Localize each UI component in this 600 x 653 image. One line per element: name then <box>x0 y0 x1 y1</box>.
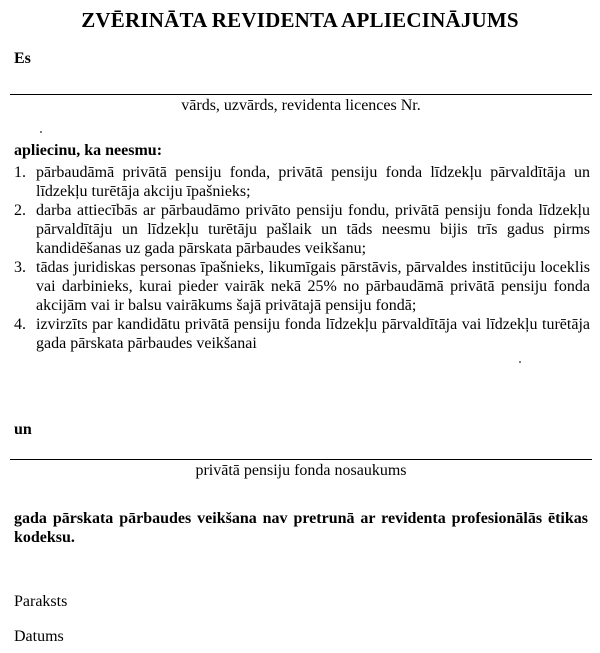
list-item-number: 2. <box>14 202 26 219</box>
scan-speck <box>519 361 521 363</box>
list-item-text: pārbaudāmā privātā pensiju fonda, privātā pensiju fonda līdzekļu pārvaldītāja un līdzekļu turētāja akciju īpašnieks; <box>36 164 590 200</box>
list-item-text: tādas juridiskas personas īpašnieks, likumīgais pārstāvis, pārvaldes institūciju loceklis vai darbinieks, kurai pieder vairāk nekā 25% no pārbaudāmā privātā pensiju fonda akcijām vai ir balsu vairākums šajā privātajā pensiju fondā; <box>36 259 590 314</box>
fund-name-line <box>10 459 592 460</box>
auditor-name-line <box>10 94 592 95</box>
list-item <box>14 163 590 201</box>
list-item <box>14 315 590 353</box>
list-item-text: darba attiecībās ar pārbaudāmo privāto pensiju fondu, privātā pensiju fonda līdzekļu pārvaldītāju un līdzekļu turētāju pašlaik un tāds neesmu bijis trīs gadus pirms kandidēšanas uz gada pārskata pārbaudes veikšanu; <box>36 202 590 257</box>
list-item-text: izvirzīts par kandidātu privātā pensiju fonda līdzekļu pārvaldītāja vai līdzekļu turētāja gada pārskata pārbaudes veikšanai <box>36 316 590 352</box>
scan-speck <box>40 131 42 133</box>
certify-heading: apliecinu, ka neesmu: <box>14 142 163 159</box>
declaration-list <box>14 163 590 353</box>
list-item <box>14 258 590 315</box>
list-item-number: 3. <box>14 259 26 276</box>
closing-statement: gada pārskata pārbaudes veikšana nav pretrunā ar revidenta profesionālās ētikas kodeksu. <box>14 510 588 546</box>
fund-caption: privātā pensiju fonda nosaukums <box>195 462 407 479</box>
document-title: ZVĒRINĀTA REVIDENTA APLIECINĀJUMS <box>81 8 519 32</box>
signature-label: Paraksts <box>14 593 68 610</box>
list-item-number: 1. <box>14 164 26 181</box>
date-label: Datums <box>14 628 64 645</box>
list-item-number: 4. <box>14 316 26 333</box>
list-item <box>14 201 590 258</box>
conjunction-word: un <box>14 421 32 438</box>
auditor-caption: vārds, uzvārds, revidenta licences Nr. <box>181 97 421 114</box>
intro-word: Es <box>14 50 31 67</box>
